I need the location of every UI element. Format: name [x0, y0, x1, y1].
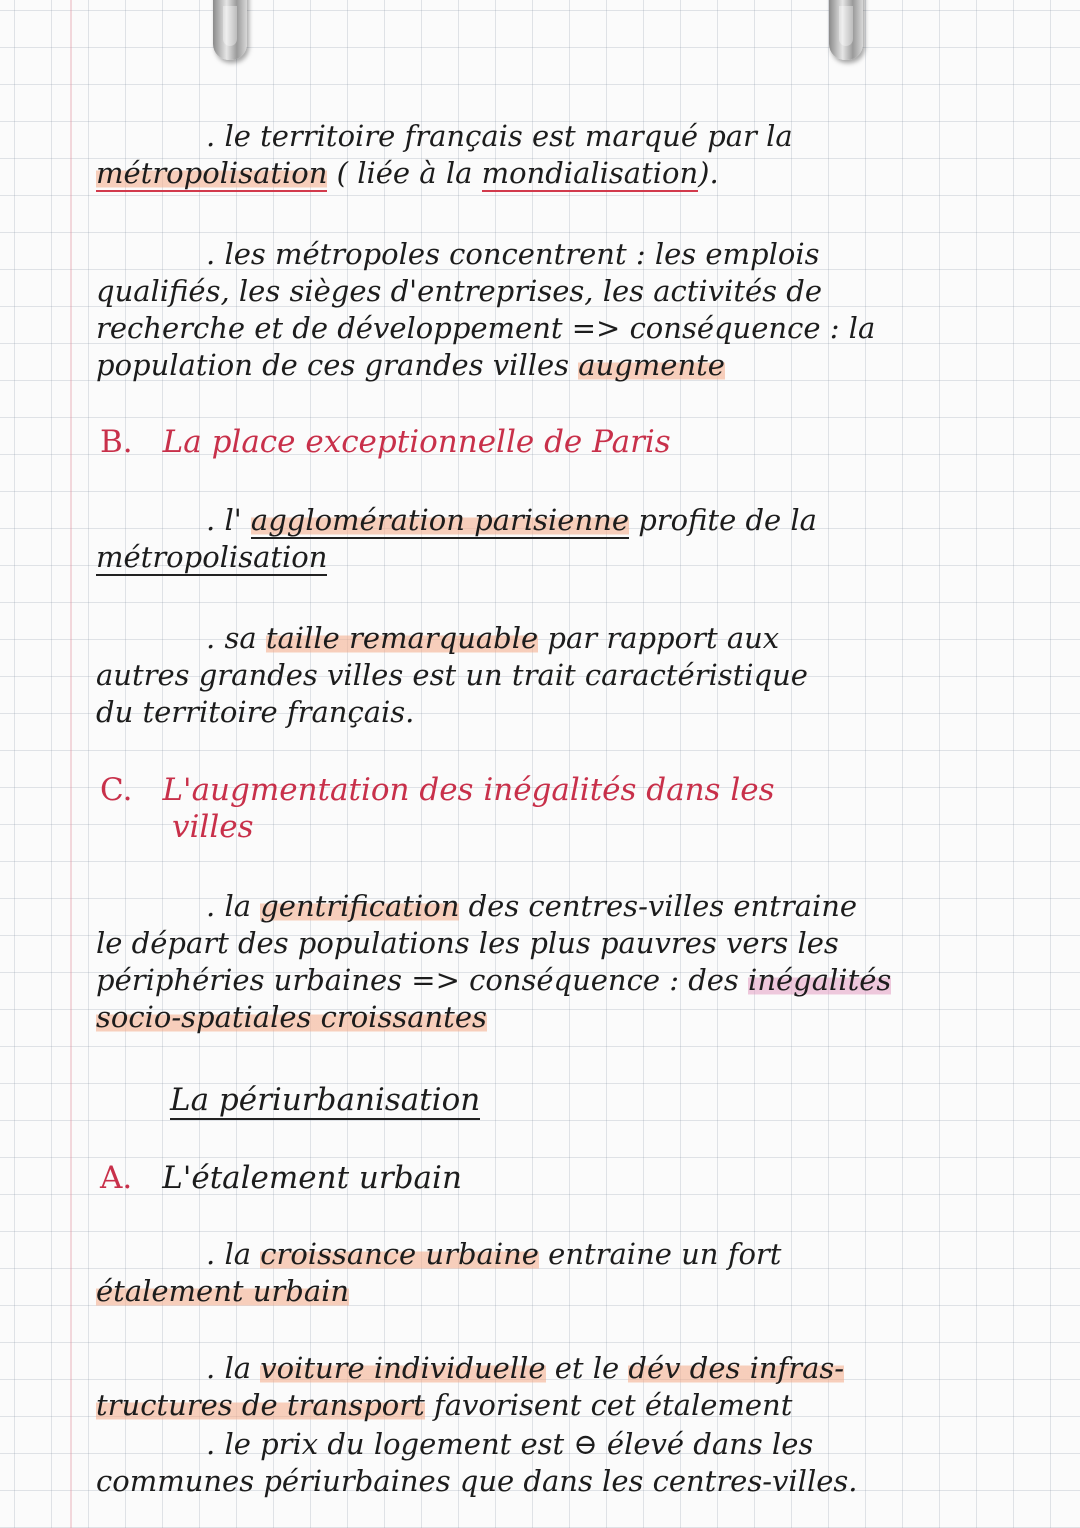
heading-text: L'augmentation des inégalités dans les	[162, 772, 775, 808]
paragraph-metropolisation: . le territoire français est marqué par la métropolisation ( liée à la mondialisation).	[96, 119, 793, 190]
paragraph-gentrification: . la gentrification des centres-villes entraine le départ des populations les plus pauvres vers les périphéries urbaines => conséquence : des inégalités socio-spatiales croissantes	[96, 889, 892, 1034]
heading-text: villes	[172, 809, 254, 845]
paragraph-metropoles: . les métropoles concentrent : les emplois qualifiés, les sièges d'entreprises, les activités de recherche et de développement => conséquence : la population de ces grandes villes augmente	[96, 237, 876, 382]
binder-ring-left	[213, 0, 247, 60]
text-line: le prix du logement est ⊖ élevé dans les	[224, 1427, 814, 1461]
text-line: l'	[224, 503, 242, 537]
paragraph-prix-logement: . le prix du logement est ⊖ élevé dans les communes périurbaines que dans les centres-villes.	[96, 1427, 858, 1498]
text-line: qualifiés, les sièges d'entreprises, les activités de	[96, 274, 823, 308]
highlight-agglomeration: agglomération parisienne	[250, 503, 629, 537]
highlight-augmente: augmente	[578, 348, 725, 382]
text-line: les métropoles concentrent : les emplois	[224, 237, 820, 271]
paragraph-taille: . sa taille remarquable par rapport aux autres grandes villes est un trait caractéristique du territoire français.	[96, 621, 808, 729]
text-line: la	[224, 889, 252, 923]
text-line: population de ces grandes villes	[96, 348, 570, 382]
paragraph-agglomeration: . l' agglomération parisienne profite de la métropolisation	[96, 503, 817, 574]
highlight-metropolisation: métropolisation	[96, 156, 328, 190]
text-line: le territoire français est marqué par la	[224, 119, 793, 153]
text-line: des centres-villes entraine	[468, 889, 858, 923]
highlight-croissance: croissance urbaine	[260, 1237, 539, 1271]
paragraph-voiture: . la voiture individuelle et le dév des infras- tructures de transport favorisent cet étalement	[96, 1351, 845, 1422]
highlight-gentrification: gentrification	[260, 889, 460, 923]
heading-letter: A.	[100, 1160, 133, 1196]
text-line: favorisent cet étalement	[433, 1388, 793, 1422]
highlight-taille: taille remarquable	[265, 621, 539, 655]
binder-ring-right	[829, 0, 863, 60]
text-line: la	[445, 156, 473, 190]
heading-letter: C.	[100, 772, 133, 808]
highlight-voiture: voiture individuelle	[260, 1351, 546, 1385]
text-line: la	[224, 1351, 252, 1385]
text-line: profite de la	[638, 503, 817, 537]
highlight-socio-spatiales: socio-spatiales croissantes	[96, 1000, 487, 1034]
paragraph-croissance: . la croissance urbaine entraine un fort étalement urbain	[96, 1237, 782, 1308]
text-line: recherche et de développement => conséquence : la	[96, 311, 876, 345]
highlight-transport: tructures de transport	[96, 1388, 425, 1422]
underline-mondialisation: mondialisation	[481, 156, 699, 190]
underline-metropolisation: métropolisation	[96, 540, 328, 574]
heading-b	[100, 424, 980, 461]
text-line: entraine un fort	[548, 1237, 782, 1271]
page-margin-line	[70, 0, 72, 1528]
section-title-periurbanisation: La périurbanisation	[170, 1082, 481, 1118]
heading-letter: B.	[100, 424, 133, 460]
text-line: sa	[224, 621, 257, 655]
heading-c	[100, 772, 980, 846]
heading-text: L'étalement urbain	[162, 1160, 462, 1196]
text-line: le départ des populations les plus pauvres vers les	[96, 926, 839, 960]
text-line: périphéries urbaines => conséquence : des	[96, 963, 739, 997]
heading-a	[100, 1160, 980, 1197]
highlight-etalement: étalement urbain	[96, 1274, 350, 1308]
text-line: et le	[554, 1351, 620, 1385]
heading-text: La place exceptionnelle de Paris	[162, 424, 671, 460]
text-line: ( liée à	[336, 156, 437, 190]
text-line: du territoire français.	[96, 695, 415, 729]
text-line: par rapport aux	[547, 621, 780, 655]
text-line: la	[224, 1237, 252, 1271]
text-line: ).	[698, 156, 719, 190]
highlight-infrastructures: dév des infras-	[628, 1351, 845, 1385]
text-line: autres grandes villes est un trait caractéristique	[96, 658, 808, 692]
highlight-inegalites: inégalités	[748, 963, 892, 997]
text-line: communes périurbaines que dans les centres-villes.	[96, 1464, 858, 1498]
